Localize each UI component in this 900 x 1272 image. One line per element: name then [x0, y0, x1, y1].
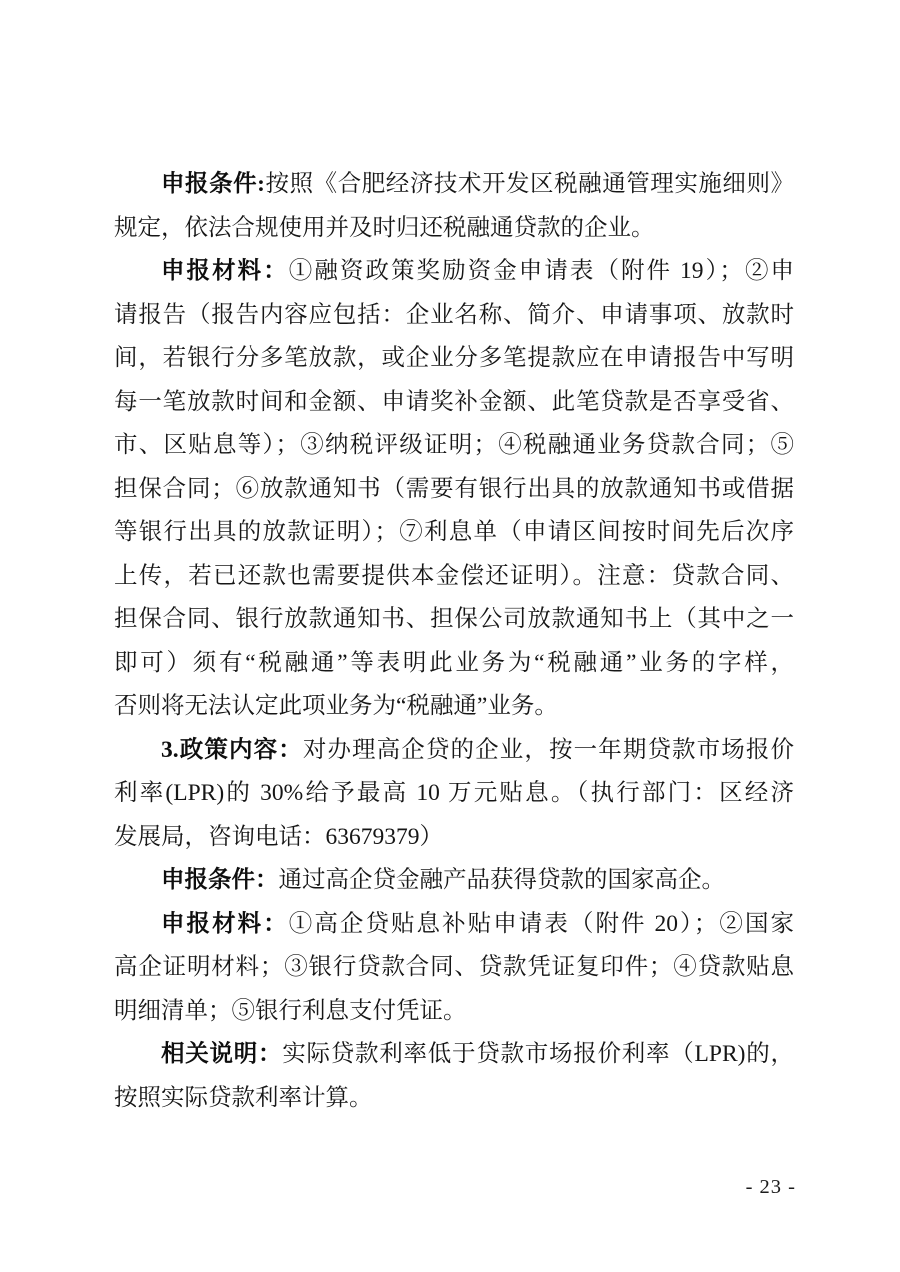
text-line: 市、区贴息等）；③纳税评级证明；④税融通业务贷款合同；⑤ [114, 432, 794, 458]
paragraph-label: 申报条件: [161, 171, 266, 197]
paragraph-label: 申报材料： [161, 910, 289, 937]
paragraph-label: 3.政策内容： [161, 736, 303, 763]
paragraph-label: 申报条件： [161, 867, 279, 893]
text-line: 请报告（报告内容应包括：企业名称、简介、申请事项、放款时 [114, 301, 794, 328]
text-line: 利率(LPR)的 30%给予最高 10 万元贴息。（执行部门：区经济 [114, 780, 794, 806]
text-line: 申报材料：①高企贷贴息补贴申请表（附件 20）；②国家 [161, 910, 795, 937]
text-line: 担保合同；⑥放款通知书（需要有银行出具的放款通知书或借据 [114, 475, 794, 502]
paragraph-label: 相关说明： [161, 1041, 283, 1067]
text-line: 明细清单；⑤银行利息支付凭证。 [114, 997, 467, 1024]
text-line: 申报材料：①融资政策奖励资金申请表（附件 19）；②申 [161, 258, 795, 284]
document-body [114, 163, 794, 1120]
text-line: 每一笔放款时间和金额、申请奖补金额、此笔贷款是否享受省、 [114, 388, 794, 415]
text-line: 否则将无法认定此项业务为“税融通”业务。 [114, 693, 558, 719]
text-line: 担保合同、银行放款通知书、担保公司放款通知书上（其中之一 [114, 606, 794, 632]
paragraph-label: 申报材料： [161, 258, 289, 284]
text-line: 规定，依法合规使用并及时归还税融通贷款的企业。 [114, 214, 655, 241]
text-line: 等银行出具的放款证明）；⑦利息单（申请区间按时间先后次序 [114, 519, 794, 545]
text-line: 发展局，咨询电话：63679379） [114, 823, 443, 850]
text-line: 按照实际贷款利率计算。 [114, 1084, 373, 1111]
text-line: 间，若银行分多笔放款，或企业分多笔提款应在申请报告中写明 [114, 345, 794, 371]
text-line: 相关说明：实际贷款利率低于贷款市场报价利率（LPR)的， [161, 1041, 794, 1067]
text-line: 3.政策内容：对办理高企贷的企业，按一年期贷款市场报价 [161, 736, 795, 763]
text-line: 高企证明材料；③银行贷款合同、贷款凭证复印件；④贷款贴息 [114, 954, 794, 980]
text-line: 申报条件：通过高企贷金融产品获得贷款的国家高企。 [161, 867, 725, 893]
text-line: 申报条件:按照《合肥经济技术开发区税融通管理实施细则》 [161, 171, 795, 197]
text-line: 即可）须有“税融通”等表明此业务为“税融通”业务的字样， [114, 649, 794, 676]
page-number: - 23 - [745, 1176, 796, 1198]
text-line: 上传，若已还款也需要提供本金偿还证明）。注意：贷款合同、 [114, 562, 794, 589]
